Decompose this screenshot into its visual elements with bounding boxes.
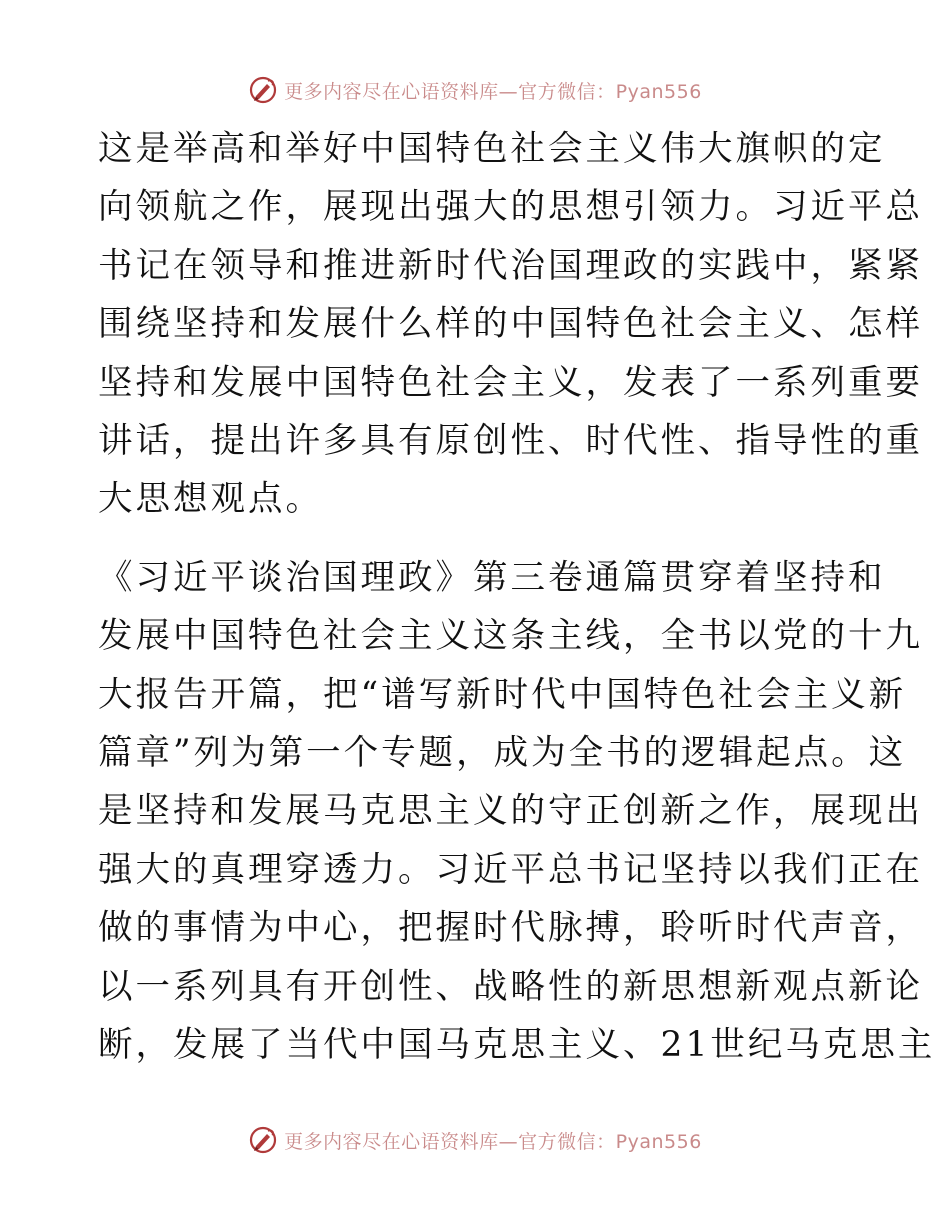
text-line: 坚持和发展中国特色社会主义，发表了一系列重要 bbox=[98, 362, 923, 403]
paragraph-1 bbox=[98, 120, 923, 529]
text-line: 发展中国特色社会主义这条主线，全书以党的十九 bbox=[98, 616, 923, 657]
text-line: 做的事情为中心，把握时代脉搏，聆听时代声音， bbox=[98, 908, 923, 949]
watermark bbox=[248, 1125, 702, 1155]
text-line: 以一系列具有开创性、战略性的新思想新观点新论 bbox=[98, 966, 923, 1007]
text-line: 强大的真理穿透力。习近平总书记坚持以我们正在 bbox=[98, 849, 923, 890]
paragraph-2 bbox=[98, 549, 936, 1075]
text-line: 是坚持和发展马克思主义的守正创新之作，展现出 bbox=[98, 791, 923, 832]
text-line: 《习近平谈治国理政》第三卷通篇贯穿着坚持和 bbox=[98, 557, 886, 598]
text-line: 篇章”列为第一个专题，成为全书的逻辑起点。这 bbox=[98, 733, 907, 774]
text-line: 大报告开篇，把“谱写新时代中国特色社会主义新 bbox=[98, 674, 907, 715]
watermark-text: 更多内容尽在心语资料库—官方微信：Pyan556 bbox=[284, 80, 702, 103]
text-line: 讲话，提出许多具有原创性、时代性、指导性的重 bbox=[98, 421, 923, 462]
watermark-text: 更多内容尽在心语资料库—官方微信：Pyan556 bbox=[284, 1130, 702, 1153]
watermark bbox=[248, 75, 702, 105]
text-line: 大思想观点。 bbox=[98, 479, 323, 520]
text-line: 向领航之作，展现出强大的思想引领力。习近平总 bbox=[98, 187, 923, 228]
text-line: 书记在领导和推进新时代治国理政的实践中，紧紧 bbox=[98, 245, 923, 286]
text-line: 这是举高和举好中国特色社会主义伟大旗帜的定 bbox=[98, 129, 886, 169]
page-header-watermark bbox=[0, 70, 950, 110]
pen-logo-icon bbox=[248, 1125, 278, 1155]
text-line: 围绕坚持和发展什么样的中国特色社会主义、怎样 bbox=[98, 304, 923, 345]
pen-logo-icon bbox=[248, 75, 278, 105]
document-body bbox=[98, 120, 936, 1075]
text-line: 断，发展了当代中国马克思主义、21世纪马克思主 bbox=[98, 1025, 936, 1066]
page-footer-watermark bbox=[0, 1120, 950, 1160]
